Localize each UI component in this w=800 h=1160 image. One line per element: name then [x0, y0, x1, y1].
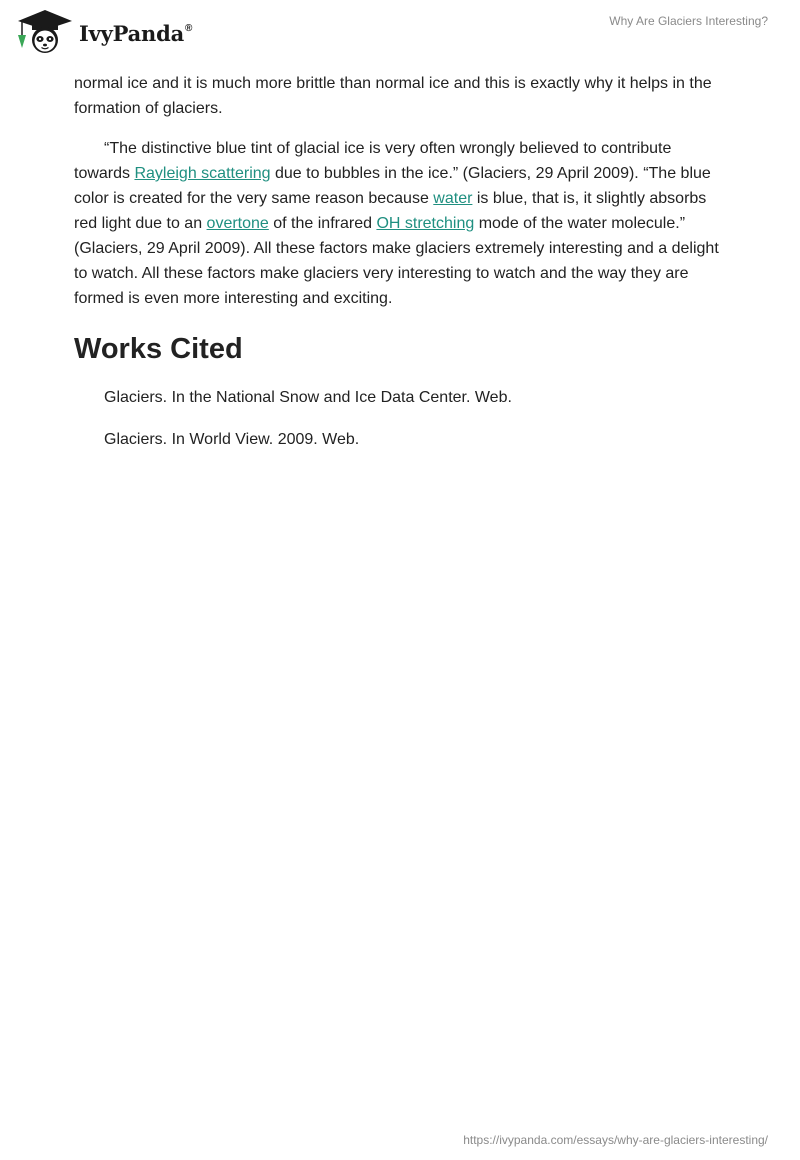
page-header [0, 0, 800, 64]
paragraph-2 [74, 136, 724, 311]
rayleigh-scattering-link[interactable]: Rayleigh scattering [134, 165, 271, 182]
citation-item: Glaciers. In World View. 2009. Web. [104, 431, 360, 448]
panda-graduation-cap-icon [16, 8, 74, 56]
water-link[interactable]: water [433, 190, 473, 207]
ivypanda-logo[interactable] [16, 8, 192, 56]
paragraph-2-text-3: is blue, that is, it slightly absorbs red light due to an [74, 190, 707, 232]
citation-item: Glaciers. In the National Snow and Ice Data Center. Web. [104, 389, 512, 406]
paragraph-2-text-1: “The distinctive blue tint of glacial ice is very often wrongly believed to contribute towards [74, 140, 672, 182]
paragraph-1: normal ice and it is much more brittle than normal ice and this is exactly why it helps in the formation of glaciers. [74, 75, 712, 117]
paragraph-2-text-5: mode of the water molecule.” (Glaciers, 29 April 2009). All these factors make glaciers extremely interesting and a delight to watch. All these factors make glaciers very interesting to watch and the way they are formed is even more interesting and exciting. [74, 215, 719, 307]
works-cited-heading: Works Cited [74, 333, 243, 365]
paragraph-2-text-2: due to bubbles in the ice.” (Glaciers, 29 April 2009). “The blue color is created for the very same reason because [74, 165, 711, 207]
document-title: Why Are Glaciers Interesting? [609, 14, 768, 28]
essay-content [74, 71, 724, 469]
oh-stretching-link[interactable]: OH stretching [376, 215, 475, 232]
registered-mark: ® [185, 22, 193, 34]
overtone-link[interactable]: overtone [206, 215, 269, 232]
page-url[interactable]: https://ivypanda.com/essays/why-are-glaciers-interesting/ [463, 1133, 768, 1147]
brand-name: IvyPanda® [79, 20, 193, 46]
paragraph-2-text-4: of the infrared [268, 215, 377, 232]
